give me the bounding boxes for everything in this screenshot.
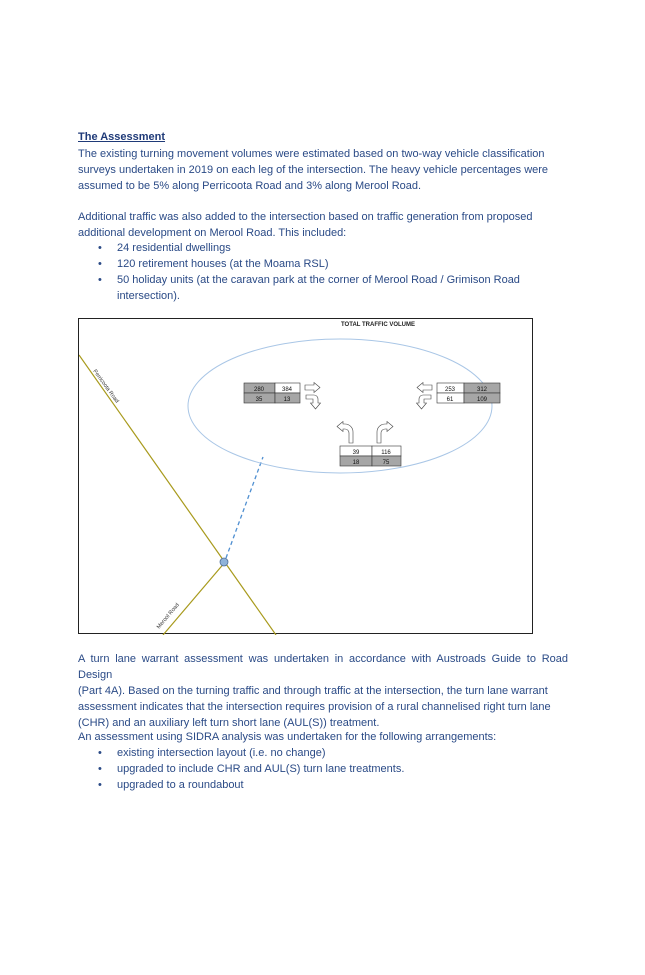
volume-value: 109 xyxy=(476,397,488,403)
bullet-icon: • xyxy=(98,274,102,286)
volume-value: 18 xyxy=(352,460,360,466)
bullet-text: upgraded to include CHR and AUL(S) turn lane treatments. xyxy=(117,763,405,775)
bullet-text: 50 holiday units (at the caravan park at the corner of Merool Road / Grimison Road xyxy=(117,274,520,286)
volume-value: 384 xyxy=(281,387,293,393)
volume-value: 280 xyxy=(253,387,265,393)
bullet-text: intersection). xyxy=(117,290,180,302)
paragraph-existing-volumes xyxy=(78,146,568,194)
bullet-text: existing intersection layout (i.e. no change) xyxy=(117,747,326,759)
left-turn-arrow-icon xyxy=(417,395,432,409)
paragraph-line: surveys undertaken in 2019 on each leg of the intersection. The heavy vehicle percentages were xyxy=(78,164,549,176)
perricoota-road-label: Perricoota Road xyxy=(91,368,120,405)
bullet-icon: • xyxy=(98,242,102,254)
bullet-icon: • xyxy=(98,258,102,270)
merool-road-line xyxy=(163,561,226,635)
bullet-text: 24 residential dwellings xyxy=(117,242,231,254)
paragraph-line: assumed to be 5% along Perricoota Road and 3% along Merool Road. xyxy=(78,180,422,192)
bullet-icon: • xyxy=(98,763,102,775)
paragraph-line: (Part 4A). Based on the turning traffic and through traffic at the intersection, the turn lane warrant xyxy=(78,685,548,697)
right-turn-arrow-icon xyxy=(306,395,321,409)
intersection-marker xyxy=(220,558,228,566)
paragraph-line: Additional traffic was also added to the intersection based on traffic generation from proposed xyxy=(78,211,533,223)
left-turn-arrow-icon xyxy=(337,422,353,444)
volume-value: 13 xyxy=(283,397,291,403)
bullet-icon: • xyxy=(98,779,102,791)
right-turn-arrow-icon xyxy=(377,422,393,444)
through-arrow-icon xyxy=(305,383,320,393)
bullet-text: 120 retirement houses (at the Moama RSL) xyxy=(117,258,329,270)
bullet-text: upgraded to a roundabout xyxy=(117,779,244,791)
paragraph-line: The existing turning movement volumes were estimated based on two-way vehicle classification xyxy=(78,148,545,160)
through-arrow-icon xyxy=(417,383,432,393)
section-heading: The Assessment xyxy=(78,131,166,143)
paragraph-line: (CHR) and an auxiliary left turn short lane (AUL(S)) treatment. xyxy=(78,717,380,729)
paragraph-additional-traffic xyxy=(78,209,568,241)
paragraph-line: A turn lane warrant assessment was undertaken in accordance with Austroads Guide to Road Design xyxy=(78,653,568,681)
paragraph-line: additional development on Merool Road. This included: xyxy=(78,227,347,239)
figure-title: TOTAL TRAFFIC VOLUME xyxy=(341,322,415,328)
volume-value: 61 xyxy=(446,397,454,403)
volume-value: 39 xyxy=(352,450,360,456)
volume-value: 116 xyxy=(381,450,391,456)
south-approach-box xyxy=(337,422,401,467)
east-approach-box xyxy=(417,383,501,410)
volume-value: 35 xyxy=(255,397,263,403)
west-approach-box xyxy=(244,383,321,410)
traffic-volume-figure xyxy=(78,318,533,634)
volume-value: 75 xyxy=(382,460,390,466)
volume-value: 253 xyxy=(444,387,456,393)
leader-line xyxy=(226,457,263,558)
intersection-diagram xyxy=(79,319,534,635)
volume-value: 312 xyxy=(476,387,488,393)
bullet-icon: • xyxy=(98,747,102,759)
paragraph-sidra: An assessment using SIDRA analysis was undertaken for the following arrangements: xyxy=(78,731,497,743)
paragraph-turn-lane-warrant xyxy=(78,651,568,731)
paragraph-line: assessment indicates that the intersection requires provision of a rural channelised right turn lane xyxy=(78,701,551,713)
merool-road-label: Merool Road xyxy=(155,602,181,631)
